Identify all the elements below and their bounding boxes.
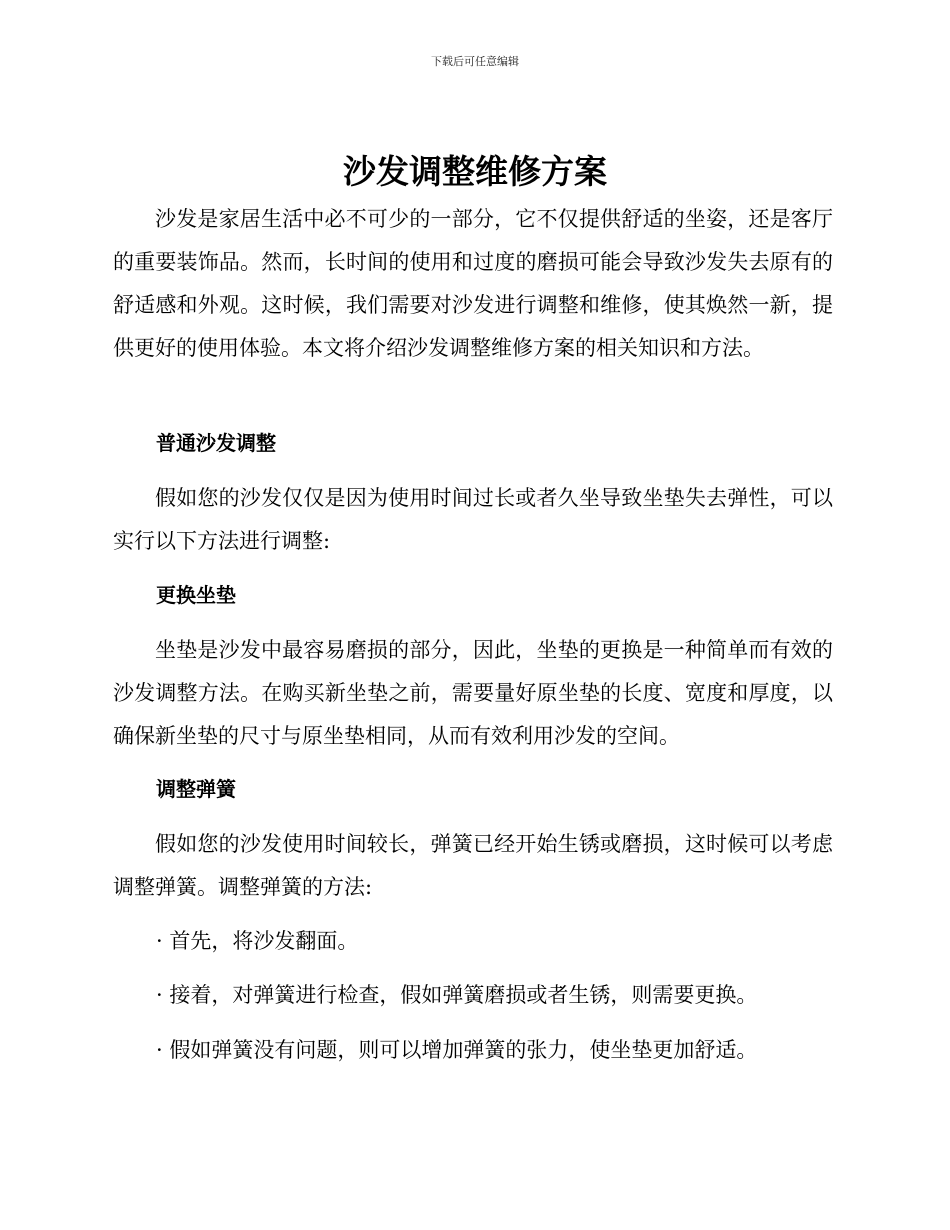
- section-heading-ordinary-adjustment: 普通沙发调整: [156, 431, 276, 455]
- document-title: 沙发调整维修方案: [343, 152, 607, 191]
- list-item: · 假如弹簧没有问题，则可以增加弹簧的张力，使坐垫更加舒适。: [156, 1038, 758, 1062]
- intro-paragraph: 沙发是家居生活中必不可少的一部分，它不仅提供舒适的坐姿，还是客厅的重要装饰品。然而，长时间的使用和过度的磨损可能会导致沙发失去原有的舒适感和外观。这时候，我们需要对沙发进行调整和维修，使其焕然一新，提供更好的使用体验。本文将介绍沙发调整维修方案的相关知识和方法。: [113, 207, 833, 360]
- section-paragraph-adjust-springs: 假如您的沙发使用时间较长，弹簧已经开始生锈或磨损，这时候可以考虑调整弹簧。调整弹簧的方法:: [113, 832, 833, 899]
- list-item: · 首先，将沙发翻面。: [156, 929, 359, 953]
- section-paragraph-replace-cushion: 坐垫是沙发中最容易磨损的部分，因此，坐垫的更换是一种简单而有效的沙发调整方法。在购买新坐垫之前，需要量好原坐垫的长度、宽度和厚度，以确保新坐垫的尺寸与原坐垫相同，从而有效利用沙发的空间。: [113, 638, 833, 748]
- section-heading-adjust-springs: 调整弹簧: [156, 777, 236, 801]
- section-paragraph-ordinary-adjustment: 假如您的沙发仅仅是因为使用时间过长或者久坐导致坐垫失去弹性，可以实行以下方法进行调整:: [113, 486, 833, 553]
- section-heading-replace-cushion: 更换坐垫: [156, 583, 236, 607]
- list-item: · 接着，对弹簧进行检查，假如弹簧磨损或者生锈，则需要更换。: [156, 983, 758, 1007]
- header-note: 下载后可任意编辑: [431, 55, 519, 68]
